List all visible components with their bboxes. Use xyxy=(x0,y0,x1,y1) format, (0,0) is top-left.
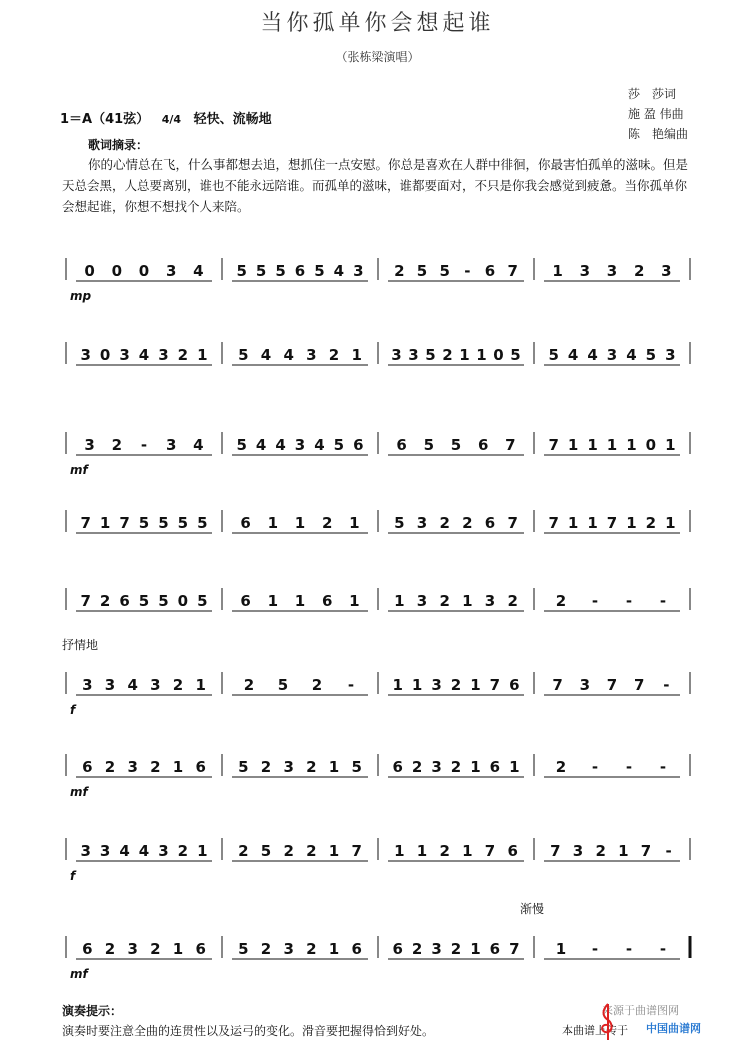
note: 7 xyxy=(80,592,91,610)
time-signature: 4/4 xyxy=(161,113,182,126)
note: 2 xyxy=(328,346,340,364)
note: 0 xyxy=(99,346,111,364)
note: 3 xyxy=(661,262,672,280)
note: 7 xyxy=(484,842,496,860)
dynamic-mark: mf xyxy=(70,463,88,477)
note: 5 xyxy=(351,758,362,776)
note: 5 xyxy=(197,592,208,610)
site-watermark: 来源于曲谱图网 xyxy=(602,1004,679,1017)
note: 2 xyxy=(150,940,161,958)
note: 5 xyxy=(236,262,247,280)
note: 2 xyxy=(450,940,462,958)
note: - xyxy=(659,592,667,610)
note: 5 xyxy=(416,262,428,280)
note: 2 xyxy=(177,346,189,364)
note: 1 xyxy=(349,514,360,532)
note: 3 xyxy=(84,436,95,454)
note: 2 xyxy=(439,842,450,860)
note: 3 xyxy=(127,758,138,776)
note: - xyxy=(464,262,471,280)
note: 4 xyxy=(127,676,138,694)
note: 3 xyxy=(408,346,419,364)
note: 3 xyxy=(416,514,428,532)
note: 2 xyxy=(633,262,645,280)
note: 1 xyxy=(195,676,206,694)
note: - xyxy=(659,758,667,776)
note: 2 xyxy=(439,592,450,610)
note: 2 xyxy=(260,758,272,776)
note: 3 xyxy=(80,346,91,364)
note: - xyxy=(625,592,633,610)
note: 3 xyxy=(431,758,442,776)
note: 1 xyxy=(328,842,340,860)
note: 1 xyxy=(462,842,473,860)
note: 6 xyxy=(321,592,333,610)
note: 5 xyxy=(645,346,657,364)
lyrical-label: 抒情地 xyxy=(62,638,99,652)
note: 6 xyxy=(195,758,206,776)
note: 3 xyxy=(99,842,111,860)
note: 1 xyxy=(587,436,598,454)
note: 1 xyxy=(470,940,481,958)
note: 4 xyxy=(138,346,150,364)
note: 6 xyxy=(294,262,306,280)
note: - xyxy=(591,940,599,958)
note: 2 xyxy=(442,346,453,364)
note: 2 xyxy=(104,758,116,776)
note: 5 xyxy=(450,436,462,454)
note: 6 xyxy=(509,676,520,694)
note: 7 xyxy=(80,514,91,532)
note: 7 xyxy=(606,514,618,532)
note: 6 xyxy=(119,592,130,610)
note: 7 xyxy=(351,842,362,860)
note: 5 xyxy=(510,346,521,364)
note: 5 xyxy=(158,514,169,532)
key-signature: 1＝A（41弦） xyxy=(60,112,150,127)
note: 2 xyxy=(321,514,333,532)
note: 3 xyxy=(283,758,294,776)
note: 5 xyxy=(236,436,247,454)
note: 6 xyxy=(396,436,407,454)
note: 5 xyxy=(439,262,450,280)
note: 5 xyxy=(548,346,559,364)
note: 4 xyxy=(119,842,130,860)
note: 1 xyxy=(411,676,423,694)
site-logo: 中国曲谱网 xyxy=(646,1022,701,1035)
note: 7 xyxy=(505,436,516,454)
note: 1 xyxy=(618,842,629,860)
note: 4 xyxy=(567,346,579,364)
note: 7 xyxy=(507,262,518,280)
note: 6 xyxy=(477,436,489,454)
note: 4 xyxy=(193,262,204,280)
note: 4 xyxy=(138,842,150,860)
note: 0 xyxy=(84,262,95,280)
note: 1 xyxy=(509,758,520,776)
note: 1 xyxy=(172,758,184,776)
note: 7 xyxy=(507,514,518,532)
note: 3 xyxy=(431,940,442,958)
note: 1 xyxy=(351,346,362,364)
note: 4 xyxy=(587,346,598,364)
note: 7 xyxy=(606,676,618,694)
note: 1 xyxy=(567,514,579,532)
note: 2 xyxy=(172,676,184,694)
note: 5 xyxy=(238,758,249,776)
lyrics-text: 你的心情总在飞，什么事都想去追，想抓住一点安慰。你总是喜欢在人群中徘徊，你最害怕孤单的滋味。但是天总会黑，人总要离别，谁也不能永远陪谁。而孤单的滋味，谁都要面对，不只是你我会感觉到疲惫。当你孤单你会想起谁，你想不想找个人来陪。 xyxy=(62,157,689,214)
note: 0 xyxy=(645,436,657,454)
note: 3 xyxy=(431,676,442,694)
note: 5 xyxy=(238,346,249,364)
note: 7 xyxy=(489,676,501,694)
note: 0 xyxy=(177,592,189,610)
note: 1 xyxy=(294,592,306,610)
note: - xyxy=(591,758,599,776)
note: 1 xyxy=(470,758,481,776)
note: 2 xyxy=(462,514,473,532)
credit-lyricist: 莎 莎词 xyxy=(628,87,677,101)
note: 2 xyxy=(507,592,518,610)
performance-notes-heading: 演奏提示： xyxy=(62,1004,123,1018)
note: 2 xyxy=(394,262,405,280)
note: 5 xyxy=(275,262,286,280)
note: 4 xyxy=(275,436,286,454)
note: 7 xyxy=(509,940,520,958)
note: 1 xyxy=(197,346,208,364)
note: 3 xyxy=(104,676,116,694)
note: 1 xyxy=(626,436,637,454)
note: 6 xyxy=(484,262,496,280)
note: 3 xyxy=(80,842,91,860)
note: 1 xyxy=(476,346,487,364)
note: - xyxy=(625,940,633,958)
performance-notes: 演奏时要注意全曲的连贯性以及运弓的变化。滑音要把握得恰到好处。 xyxy=(62,1024,435,1038)
note: 1 xyxy=(665,436,676,454)
note: 7 xyxy=(550,842,561,860)
note: 4 xyxy=(626,346,637,364)
note: 2 xyxy=(306,758,317,776)
note: 5 xyxy=(277,676,289,694)
note: 5 xyxy=(394,514,405,532)
note: - xyxy=(625,758,633,776)
note: 3 xyxy=(606,262,618,280)
note: 5 xyxy=(425,346,436,364)
note: 1 xyxy=(552,262,563,280)
treble-clef-icon xyxy=(596,1002,618,1042)
note: 4 xyxy=(333,262,345,280)
note: 2 xyxy=(306,842,317,860)
note: 7 xyxy=(548,436,559,454)
note: 2 xyxy=(645,514,657,532)
note: - xyxy=(347,676,355,694)
note: 3 xyxy=(484,592,496,610)
note: 1 xyxy=(665,514,676,532)
note: - xyxy=(140,436,148,454)
note: 6 xyxy=(82,940,93,958)
note: 1 xyxy=(459,346,470,364)
note: 1 xyxy=(606,436,618,454)
credit-arranger: 陈 艳编曲 xyxy=(628,127,689,141)
note: - xyxy=(665,842,672,860)
note: 3 xyxy=(127,940,138,958)
dynamic-mark: mf xyxy=(70,785,88,799)
note: 2 xyxy=(99,592,111,610)
page-title: 当你孤单你会想起谁 xyxy=(260,11,495,36)
note: 5 xyxy=(158,592,169,610)
note: 1 xyxy=(392,676,403,694)
note: 3 xyxy=(294,436,306,454)
note: 2 xyxy=(595,842,606,860)
note: 4 xyxy=(260,346,272,364)
note: 3 xyxy=(416,592,428,610)
note: 1 xyxy=(555,940,567,958)
note: - xyxy=(659,940,667,958)
note: 5 xyxy=(255,262,267,280)
note: 3 xyxy=(306,346,317,364)
note: 3 xyxy=(119,346,130,364)
note: 3 xyxy=(158,346,169,364)
note: 2 xyxy=(243,676,255,694)
note: 3 xyxy=(165,262,177,280)
note: 5 xyxy=(177,514,189,532)
note: 4 xyxy=(314,436,325,454)
note: 6 xyxy=(392,758,403,776)
note: 3 xyxy=(572,842,584,860)
note: 4 xyxy=(255,436,267,454)
note: 3 xyxy=(353,262,364,280)
note: 0 xyxy=(111,262,123,280)
note: 1 xyxy=(294,514,306,532)
note: 3 xyxy=(283,940,294,958)
note: - xyxy=(663,676,670,694)
note: 5 xyxy=(138,592,150,610)
note: 1 xyxy=(328,758,340,776)
note: 6 xyxy=(240,514,251,532)
note: 1 xyxy=(99,514,111,532)
dynamic-mark: f xyxy=(70,703,76,717)
note: 6 xyxy=(353,436,364,454)
note: 3 xyxy=(391,346,402,364)
note: 5 xyxy=(333,436,345,454)
note: 7 xyxy=(640,842,652,860)
dynamic-mark: mp xyxy=(70,289,92,303)
note: 2 xyxy=(450,758,462,776)
dynamic-mark: mf xyxy=(70,967,88,981)
note: 6 xyxy=(489,940,501,958)
note: 1 xyxy=(349,592,360,610)
note: 2 xyxy=(555,592,567,610)
note: 6 xyxy=(489,758,501,776)
note: 1 xyxy=(416,842,428,860)
note: 6 xyxy=(484,514,496,532)
note: 3 xyxy=(158,842,169,860)
note: 2 xyxy=(283,842,294,860)
note: 2 xyxy=(111,436,123,454)
note: 1 xyxy=(567,436,579,454)
note: 5 xyxy=(138,514,150,532)
note: 6 xyxy=(82,758,93,776)
note: 3 xyxy=(579,262,591,280)
note: 2 xyxy=(238,842,249,860)
note: 4 xyxy=(283,346,294,364)
note: - xyxy=(591,592,599,610)
note: 2 xyxy=(306,940,317,958)
note: 3 xyxy=(82,676,93,694)
note: 2 xyxy=(411,758,423,776)
note: 5 xyxy=(197,514,208,532)
note: 2 xyxy=(311,676,323,694)
dynamic-mark: f xyxy=(70,869,76,883)
note: 0 xyxy=(138,262,150,280)
note: 1 xyxy=(328,940,340,958)
note: 0 xyxy=(493,346,504,364)
performer-subtitle: （张栋梁演唱） xyxy=(335,50,420,64)
note: 7 xyxy=(633,676,645,694)
note: 1 xyxy=(267,592,279,610)
note: 1 xyxy=(172,940,184,958)
note: 7 xyxy=(548,514,559,532)
note: 2 xyxy=(260,940,272,958)
note: 5 xyxy=(260,842,272,860)
note: 1 xyxy=(626,514,637,532)
note: 1 xyxy=(267,514,279,532)
credit-composer: 施 盈 伟曲 xyxy=(628,107,684,121)
note: 2 xyxy=(439,514,450,532)
note: 4 xyxy=(193,436,204,454)
note: 2 xyxy=(555,758,567,776)
note: 1 xyxy=(587,514,598,532)
note: 3 xyxy=(165,436,177,454)
note: 3 xyxy=(579,676,591,694)
note: 2 xyxy=(450,676,462,694)
ritardando-label: 渐慢 xyxy=(520,902,545,916)
note: 6 xyxy=(507,842,518,860)
note: 1 xyxy=(197,842,208,860)
note: 5 xyxy=(423,436,435,454)
note: 1 xyxy=(470,676,481,694)
note: 2 xyxy=(150,758,161,776)
note: 3 xyxy=(150,676,161,694)
note: 6 xyxy=(195,940,206,958)
note: 5 xyxy=(314,262,325,280)
note: 1 xyxy=(462,592,473,610)
note: 5 xyxy=(238,940,249,958)
note: 2 xyxy=(177,842,189,860)
note: 7 xyxy=(552,676,563,694)
note: 1 xyxy=(394,842,405,860)
lyrics-heading: 歌词摘录： xyxy=(88,138,149,152)
tempo-marking: 轻快、流畅地 xyxy=(193,112,272,127)
note: 6 xyxy=(392,940,403,958)
note: 7 xyxy=(119,514,130,532)
note: 6 xyxy=(240,592,251,610)
note: 3 xyxy=(606,346,618,364)
note: 1 xyxy=(394,592,405,610)
note: 3 xyxy=(665,346,676,364)
note: 2 xyxy=(104,940,116,958)
source-note: 本曲谱上传于 xyxy=(562,1024,628,1037)
note: 6 xyxy=(351,940,362,958)
note: 2 xyxy=(411,940,423,958)
